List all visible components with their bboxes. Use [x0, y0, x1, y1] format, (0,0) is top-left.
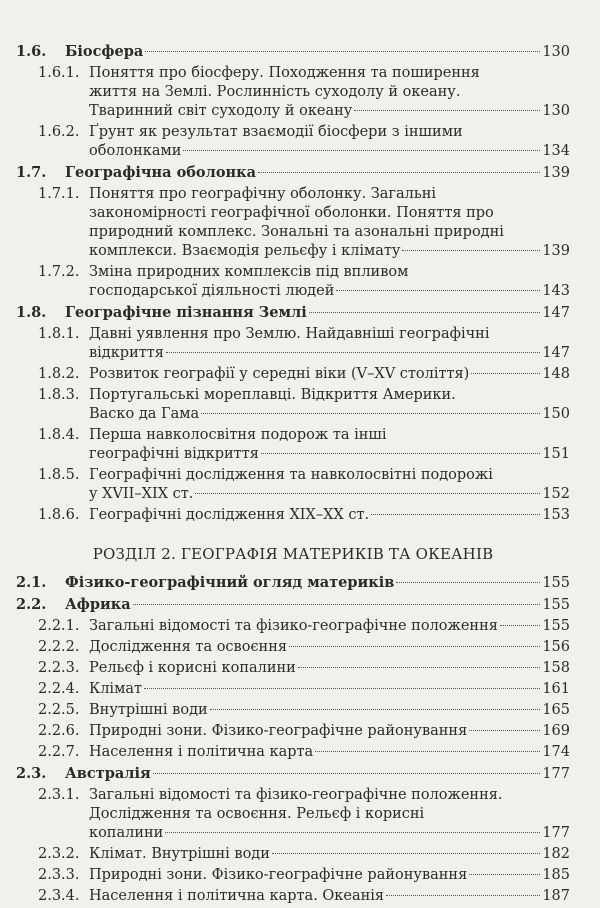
dot-leader [500, 625, 540, 626]
page-number: 155 [542, 575, 570, 591]
entry-number: 1.8.6. [38, 507, 80, 523]
dot-leader [386, 895, 540, 896]
entry-title: Природні зони. Фізико-географічне районування [89, 723, 468, 739]
entry-text [16, 163, 570, 183]
page-number: 158 [542, 660, 570, 676]
page-number: 130 [542, 44, 570, 60]
page-number: 177 [542, 766, 570, 782]
page-number: 139 [542, 165, 570, 181]
entry-last-line [89, 506, 570, 525]
entry-title: Клімат [89, 681, 143, 697]
entry-line: Загальні відомості та фізико-географічне положення. [89, 787, 503, 803]
entry-number: 2.2.6. [38, 723, 80, 739]
entry-title: Загальні відомості та фізико-географічне положення [89, 618, 498, 634]
entry-text [38, 325, 570, 363]
entry-number: 2.3. [16, 765, 47, 782]
entry-text [16, 303, 570, 323]
entry-title: Тваринний світ суходолу й океану [89, 103, 353, 119]
entry-last-line [89, 142, 570, 161]
entry-last-line [89, 617, 570, 636]
dot-leader [210, 709, 541, 710]
dot-leader [471, 373, 540, 374]
dot-leader [258, 172, 540, 173]
entry-title: Природні зони. Фізико-географічне районування [89, 867, 468, 883]
entry-title: Клімат. Внутрішні води [89, 846, 270, 862]
entry-number: 2.3.3. [38, 867, 80, 883]
entry-last-line [89, 866, 570, 885]
entry-text [38, 743, 570, 762]
entry-last-line [89, 722, 570, 741]
entry-number: 1.8. [16, 304, 47, 321]
toc-entry[interactable] [16, 595, 570, 615]
page-number: 153 [542, 507, 570, 523]
dot-leader [469, 874, 540, 875]
page-number: 155 [542, 618, 570, 634]
dot-leader [354, 110, 540, 111]
entry-number: 1.7.1. [38, 186, 80, 202]
entry-last-line [89, 405, 570, 424]
entry-title: Фізико-географічний огляд материків [65, 574, 395, 591]
entry-last-line [65, 764, 570, 784]
toc-entry[interactable] [38, 263, 570, 301]
dot-leader [144, 688, 540, 689]
page-number: 165 [542, 702, 570, 718]
entry-number: 2.2.2. [38, 639, 80, 655]
entry-last-line [89, 824, 570, 843]
toc-entry[interactable] [38, 185, 570, 261]
entry-text [38, 887, 570, 906]
entry-text [38, 123, 570, 161]
entry-last-line [89, 102, 570, 121]
entry-title: Васко да Гама [89, 406, 200, 422]
page-number: 152 [542, 486, 570, 502]
entry-title: Біосфера [65, 43, 144, 60]
entry-text [38, 466, 570, 504]
toc-entry[interactable] [38, 426, 570, 464]
toc-entry[interactable] [38, 786, 570, 843]
dot-leader [145, 51, 540, 52]
entry-last-line [89, 344, 570, 363]
page-number: 156 [542, 639, 570, 655]
toc-entry[interactable] [38, 887, 570, 906]
toc-entry[interactable] [38, 386, 570, 424]
entry-line: Зміна природних комплексів під впливом [89, 264, 409, 280]
entry-last-line [89, 282, 570, 301]
entry-text [38, 659, 570, 678]
entry-text [38, 866, 570, 885]
entry-number: 2.3.1. [38, 787, 80, 803]
entry-text [16, 764, 570, 784]
page-number: 143 [542, 283, 570, 299]
entry-text [38, 365, 570, 384]
entry-number: 2.1. [16, 574, 47, 591]
page-number: 150 [542, 406, 570, 422]
page-number: 169 [542, 723, 570, 739]
entry-last-line [65, 573, 570, 593]
page-number: 151 [542, 446, 570, 462]
page-number: 182 [542, 846, 570, 862]
dot-leader [166, 352, 540, 353]
page-number: 187 [542, 888, 570, 904]
toc-entry[interactable] [38, 701, 570, 720]
entry-text [16, 595, 570, 615]
entry-number: 1.8.5. [38, 467, 80, 483]
entry-last-line [89, 242, 570, 261]
entry-title: географічні відкриття [89, 446, 259, 462]
page-number: 177 [542, 825, 570, 841]
entry-last-line [89, 887, 570, 906]
entry-text [16, 42, 570, 62]
page-number: 185 [542, 867, 570, 883]
dot-leader [289, 646, 540, 647]
entry-last-line [89, 659, 570, 678]
entry-line: Давні уявлення про Землю. Найдавніші географічні [89, 326, 490, 342]
entry-title: Рельєф і корисні копалини [89, 660, 296, 676]
entry-title: Дослідження та освоєння [89, 639, 288, 655]
dot-leader [402, 250, 540, 251]
entry-text [38, 722, 570, 741]
entry-number: 2.2.4. [38, 681, 80, 697]
entry-line: Поняття про географічну оболонку. Загальні [89, 186, 437, 202]
entry-last-line [89, 845, 570, 864]
entry-text [38, 845, 570, 864]
page-number: 130 [542, 103, 570, 119]
toc-entry[interactable] [38, 506, 570, 525]
entry-line: Дослідження та освоєння. Рельєф і корисні [89, 806, 425, 822]
entry-line: Поняття про біосферу. Походження та поширення [89, 65, 480, 81]
toc-entry[interactable] [38, 638, 570, 657]
entry-text [38, 263, 570, 301]
dot-leader [201, 413, 540, 414]
toc-entry[interactable] [16, 163, 570, 183]
entry-title: у XVII–XIX ст. [89, 486, 194, 502]
dot-leader [272, 853, 540, 854]
dot-leader [195, 493, 540, 494]
toc-entry[interactable] [38, 617, 570, 636]
entry-text [38, 506, 570, 525]
page-number: 147 [542, 345, 570, 361]
entry-last-line [89, 680, 570, 699]
entry-last-line [65, 42, 570, 62]
entry-title: господарської діяльності людей [89, 283, 335, 299]
entry-title: відкриття [89, 345, 164, 361]
dot-leader [298, 667, 540, 668]
toc-entry[interactable] [16, 42, 570, 62]
toc-entry[interactable] [38, 466, 570, 504]
entry-text [38, 680, 570, 699]
entry-number: 1.6.2. [38, 124, 80, 140]
entry-line: життя на Землі. Рослинність суходолу й океану. [89, 84, 461, 100]
page-number: 174 [542, 744, 570, 760]
entry-line: Португальські мореплавці. Відкриття Америки. [89, 387, 456, 403]
entry-last-line [89, 485, 570, 504]
section-heading: РОЗДІЛ 2. ГЕОГРАФІЯ МАТЕРИКІВ ТА ОКЕАНІВ [92, 545, 494, 563]
entry-line: Ґрунт як результат взаємодії біосфери з іншими [89, 124, 463, 140]
entry-number: 1.8.1. [38, 326, 80, 342]
dot-leader [183, 150, 540, 151]
table-of-contents [0, 42, 600, 908]
toc-entry[interactable] [38, 722, 570, 741]
page-number: 155 [542, 597, 570, 613]
toc-entry[interactable] [16, 573, 570, 593]
dot-leader [315, 751, 540, 752]
entry-title: Географічна оболонка [65, 164, 256, 181]
dot-leader [371, 514, 540, 515]
entry-last-line [65, 303, 570, 323]
dot-leader [309, 312, 541, 313]
toc-part-2 [0, 573, 600, 906]
entry-text [38, 786, 570, 843]
entry-number: 2.2. [16, 596, 47, 613]
entry-line: закономірності географічної оболонки. Поняття про [89, 205, 494, 221]
page-number: 147 [542, 305, 570, 321]
entry-text [38, 617, 570, 636]
toc-entry[interactable] [38, 845, 570, 864]
entry-title: Розвиток географії у середні віки (V–XV століття) [89, 366, 470, 382]
dot-leader [133, 604, 541, 605]
entry-title: Африка [65, 596, 131, 613]
entry-text [38, 426, 570, 464]
dot-leader [261, 453, 540, 454]
entry-number: 1.8.3. [38, 387, 80, 403]
entry-text [38, 638, 570, 657]
entry-number: 2.2.5. [38, 702, 80, 718]
toc-entry[interactable] [38, 680, 570, 699]
entry-text [38, 185, 570, 261]
entry-number: 1.6.1. [38, 65, 80, 81]
entry-title: Австралія [65, 765, 151, 782]
dot-leader [396, 582, 540, 583]
entry-number: 2.2.3. [38, 660, 80, 676]
entry-number: 1.7.2. [38, 264, 80, 280]
entry-title: копалини [89, 825, 164, 841]
toc-entry[interactable] [38, 659, 570, 678]
entry-last-line [89, 638, 570, 657]
entry-last-line [65, 163, 570, 183]
dot-leader [153, 773, 541, 774]
entry-last-line [89, 701, 570, 720]
entry-last-line [65, 595, 570, 615]
entry-number: 1.6. [16, 43, 47, 60]
entry-number: 2.2.7. [38, 744, 80, 760]
entry-title: Внутрішні води [89, 702, 208, 718]
entry-title: комплекси. Взаємодія рельєфу і клімату [89, 243, 401, 259]
toc-entry[interactable] [38, 123, 570, 161]
entry-line: Географічні дослідження та навколосвітні подорожі [89, 467, 493, 483]
entry-text [16, 573, 570, 593]
toc-entry[interactable] [38, 64, 570, 121]
dot-leader [469, 730, 540, 731]
toc-entry[interactable] [16, 764, 570, 784]
entry-number: 2.2.1. [38, 618, 80, 634]
entry-number: 1.8.2. [38, 366, 80, 382]
entry-last-line [89, 743, 570, 762]
entry-title: Географічні дослідження XIX–XX ст. [89, 507, 370, 523]
entry-title: Географічне пізнання Землі [65, 304, 307, 321]
entry-line: Перша навколосвітня подорож та інші [89, 427, 387, 443]
entry-title: Населення і політична карта. Океанія [89, 888, 385, 904]
entry-number: 2.3.2. [38, 846, 80, 862]
toc-entry[interactable] [38, 325, 570, 363]
entry-text [38, 701, 570, 720]
page-number: 161 [542, 681, 570, 697]
dot-leader [336, 290, 540, 291]
entry-text [38, 386, 570, 424]
toc-entry[interactable] [38, 365, 570, 384]
toc-part-1 [0, 42, 600, 525]
entry-title: Населення і політична карта [89, 744, 314, 760]
entry-number: 1.8.4. [38, 427, 80, 443]
page-number: 148 [542, 366, 570, 382]
entry-title: оболонками [89, 143, 182, 159]
entry-line: природний комплекс. Зональні та азональні природні [89, 224, 504, 240]
dot-leader [165, 832, 540, 833]
page-number: 134 [542, 143, 570, 159]
page-number: 139 [542, 243, 570, 259]
entry-text [38, 64, 570, 121]
entry-last-line [89, 365, 570, 384]
toc-entry[interactable] [38, 866, 570, 885]
entry-number: 2.3.4. [38, 888, 80, 904]
toc-entry[interactable] [38, 743, 570, 762]
entry-last-line [89, 445, 570, 464]
entry-number: 1.7. [16, 164, 47, 181]
toc-entry[interactable] [16, 303, 570, 323]
